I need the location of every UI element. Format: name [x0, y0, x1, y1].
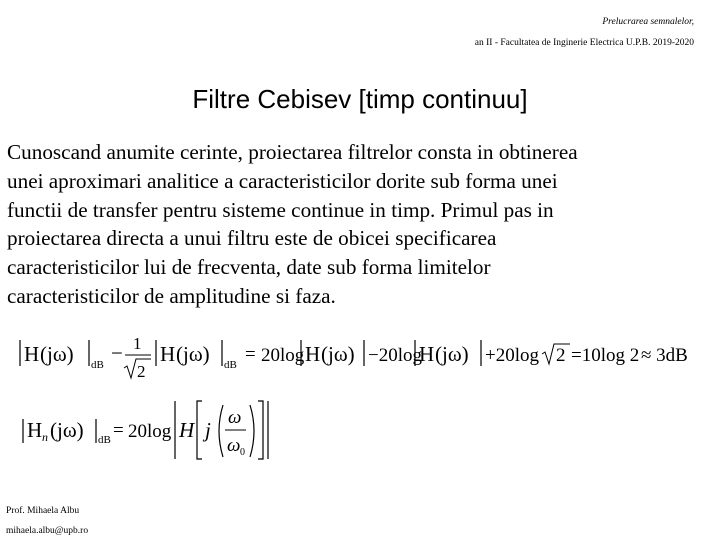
eq1-plus20log: +20log: [485, 345, 539, 366]
header-course: Prelucrarea semnalelor,: [602, 17, 694, 27]
eq1-jw3: (jω): [321, 342, 355, 366]
footer-author: Prof. Mihaela Albu: [6, 506, 80, 516]
eq1-20log: 20log: [261, 345, 305, 366]
eq1-H: H: [24, 342, 40, 366]
equation-3db: [14, 330, 704, 386]
paragraph-line: unei aproximari analitice a caracteristicilor dorite sub forma unei: [7, 168, 558, 193]
eq1-jw4: (jω): [435, 342, 469, 366]
eq2-20log: 20log: [128, 421, 172, 442]
paragraph-line: Cunoscand anumite cerinte, proiectarea filtrelor consta in obtinerea: [7, 140, 578, 164]
eq1-H3: H: [305, 342, 321, 366]
equation-normalized: [20, 397, 280, 463]
eq1-minus20log: −20log: [368, 345, 422, 366]
eq2-omega0: ω: [227, 435, 241, 456]
eq1-minus: −: [111, 341, 123, 365]
eq2-n-sub: n: [42, 430, 48, 444]
eq1-H4: H: [419, 342, 435, 366]
body-paragraph: [7, 138, 712, 311]
paragraph-line: caracteristicilor de amplitudine si faza.: [7, 283, 336, 308]
header-institution: an II - Facultatea de Inginerie Electrica U.P.B. 2019-2020: [474, 38, 694, 48]
paragraph-line: caracteristicilor lui de frecventa, date sub forma limitelor: [7, 255, 491, 280]
eq2-zero-sub: 0: [240, 447, 245, 458]
eq1-denominator: 2: [137, 362, 146, 381]
eq1-jw: (jω): [40, 342, 74, 366]
paragraph-line: proiectarea directa a unui filtru este de obicei specificarea: [7, 226, 497, 251]
eq2-jw: (jω): [50, 418, 84, 442]
eq2-H: H: [27, 418, 43, 442]
eq2-omega: ω: [228, 407, 242, 428]
eq2-j: j: [205, 418, 211, 442]
footer-email: mihaela.albu@upb.ro: [6, 526, 89, 536]
eq1-numerator: 1: [133, 334, 142, 353]
eq1-db-sub: dB: [91, 359, 104, 371]
eq2-db-sub: dB: [98, 434, 111, 446]
eq1-jw2: (jω): [176, 342, 210, 366]
paragraph-line: functii de transfer pentru sisteme continue in timp. Primul pas in: [7, 197, 554, 222]
eq2-eq: =: [113, 420, 124, 441]
eq1-sqrt2: 2: [556, 345, 566, 366]
eq1-approx-3db: ≈ 3dB: [641, 345, 688, 366]
eq1-db-sub2: dB: [224, 359, 237, 371]
eq2-H-inner: H: [179, 418, 195, 442]
slide-title: Filtre Cebisev [timp continuu]: [192, 84, 528, 114]
eq1-10log2: =10log 2: [571, 345, 640, 366]
eq1-H2: H: [160, 342, 176, 366]
eq1-eq: =: [245, 344, 256, 365]
